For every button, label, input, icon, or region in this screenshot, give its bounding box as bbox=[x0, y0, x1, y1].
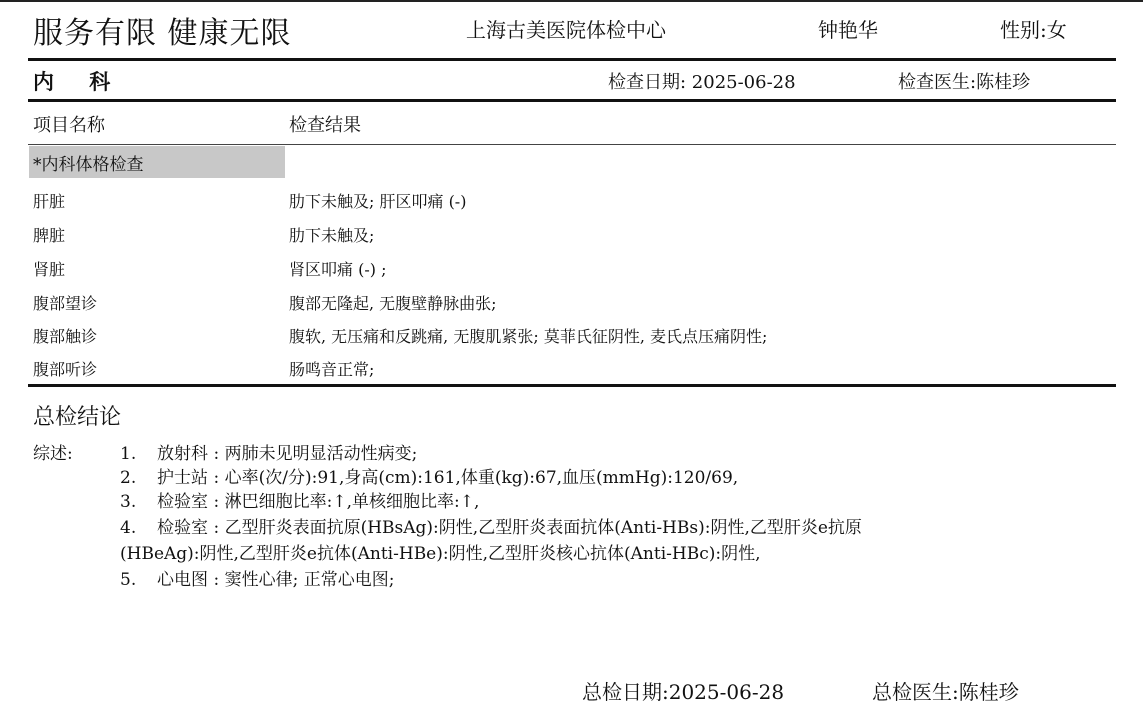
table-bottom-divider bbox=[28, 384, 1116, 387]
header-divider bbox=[28, 58, 1116, 61]
slogan: 服务有限 健康无限 bbox=[33, 16, 292, 51]
row-name-spleen: 脾脏 bbox=[33, 226, 66, 245]
row-value-abdomen-inspection: 腹部无隆起, 无腹壁静脉曲张; bbox=[289, 294, 497, 313]
section-label: *内科体格检查 bbox=[33, 155, 144, 175]
summary-item-continuation: (HBeAg):阴性,乙型肝炎e抗体(Anti-HBe):阴性,乙型肝炎核心抗体(Anti-HBc):阴性, bbox=[120, 544, 761, 564]
row-name-kidney: 肾脏 bbox=[33, 260, 66, 279]
summary-item-number: 4. bbox=[120, 518, 137, 538]
department-divider bbox=[28, 99, 1116, 102]
column-header-result: 检查结果 bbox=[289, 115, 361, 136]
summary-item-text: 两肺未见明显活动性病变; bbox=[224, 444, 418, 464]
row-value-kidney: 肾区叩痛 (-) ; bbox=[289, 260, 387, 279]
summary-item-source: 检验室 bbox=[157, 492, 209, 512]
summary-item-source: 心电图 bbox=[157, 570, 209, 590]
check-doctor: 检查医生:陈桂珍 bbox=[898, 72, 1031, 93]
summary-item bbox=[120, 516, 862, 540]
row-value-abdomen-auscultation: 肠鸣音正常; bbox=[289, 360, 375, 379]
patient-gender: 性别:女 bbox=[1000, 18, 1067, 42]
summary-item-number: 5. bbox=[120, 570, 137, 590]
summary-item-text: 窦性心律; 正常心电图; bbox=[224, 570, 395, 590]
summary-item-separator: : bbox=[213, 444, 220, 464]
summary-item-number: 3. bbox=[120, 492, 137, 512]
summary-item-source: 护士站 bbox=[157, 468, 209, 488]
summary-item bbox=[120, 490, 479, 514]
summary-item-number: 1. bbox=[120, 444, 137, 464]
summary-date: 总检日期:2025-06-28 bbox=[582, 680, 785, 704]
row-name-abdomen-palpation: 腹部触诊 bbox=[33, 327, 98, 346]
department-title: 内 科 bbox=[33, 70, 125, 94]
summary-item-separator: : bbox=[213, 518, 220, 538]
column-header-item: 项目名称 bbox=[33, 115, 105, 136]
summary-item-number: 2. bbox=[120, 468, 137, 488]
summary-item-text: 乙型肝炎表面抗原(HBsAg):阴性,乙型肝炎表面抗体(Anti-HBs):阴性,乙型肝炎e抗原 bbox=[224, 518, 862, 538]
top-border bbox=[0, 0, 1143, 2]
center-name: 上海古美医院体检中心 bbox=[466, 18, 666, 42]
row-value-spleen: 肋下未触及; bbox=[289, 226, 375, 245]
summary-item-separator: : bbox=[213, 570, 220, 590]
summary-doctor: 总检医生:陈桂珍 bbox=[872, 680, 1019, 704]
row-value-liver: 肋下未触及; 肝区叩痛 (-) bbox=[289, 192, 467, 211]
row-name-abdomen-inspection: 腹部望诊 bbox=[33, 294, 98, 313]
row-name-liver: 肝脏 bbox=[33, 192, 66, 211]
column-header-divider bbox=[28, 144, 1116, 145]
summary-label: 综述: bbox=[33, 444, 73, 464]
check-date: 检查日期: 2025-06-28 bbox=[608, 72, 796, 93]
row-name-abdomen-auscultation: 腹部听诊 bbox=[33, 360, 98, 379]
summary-item-separator: : bbox=[213, 492, 220, 512]
summary-item bbox=[120, 442, 417, 466]
summary-item-source: 放射科 bbox=[157, 444, 209, 464]
summary-item-text: 淋巴细胞比率:↑,单核细胞比率:↑, bbox=[224, 492, 480, 512]
patient-name: 钟艳华 bbox=[818, 18, 878, 42]
summary-item bbox=[120, 466, 738, 490]
summary-item-separator: : bbox=[213, 468, 220, 488]
summary-title: 总检结论 bbox=[33, 405, 122, 430]
row-value-abdomen-palpation: 腹软, 无压痛和反跳痛, 无腹肌紧张; 莫菲氏征阴性, 麦氏点压痛阴性; bbox=[289, 327, 768, 346]
summary-item bbox=[120, 568, 394, 592]
summary-item-source: 检验室 bbox=[157, 518, 209, 538]
summary-item-text: 心率(次/分):91,身高(cm):161,体重(kg):67,血压(mmHg):120/69, bbox=[224, 468, 739, 488]
